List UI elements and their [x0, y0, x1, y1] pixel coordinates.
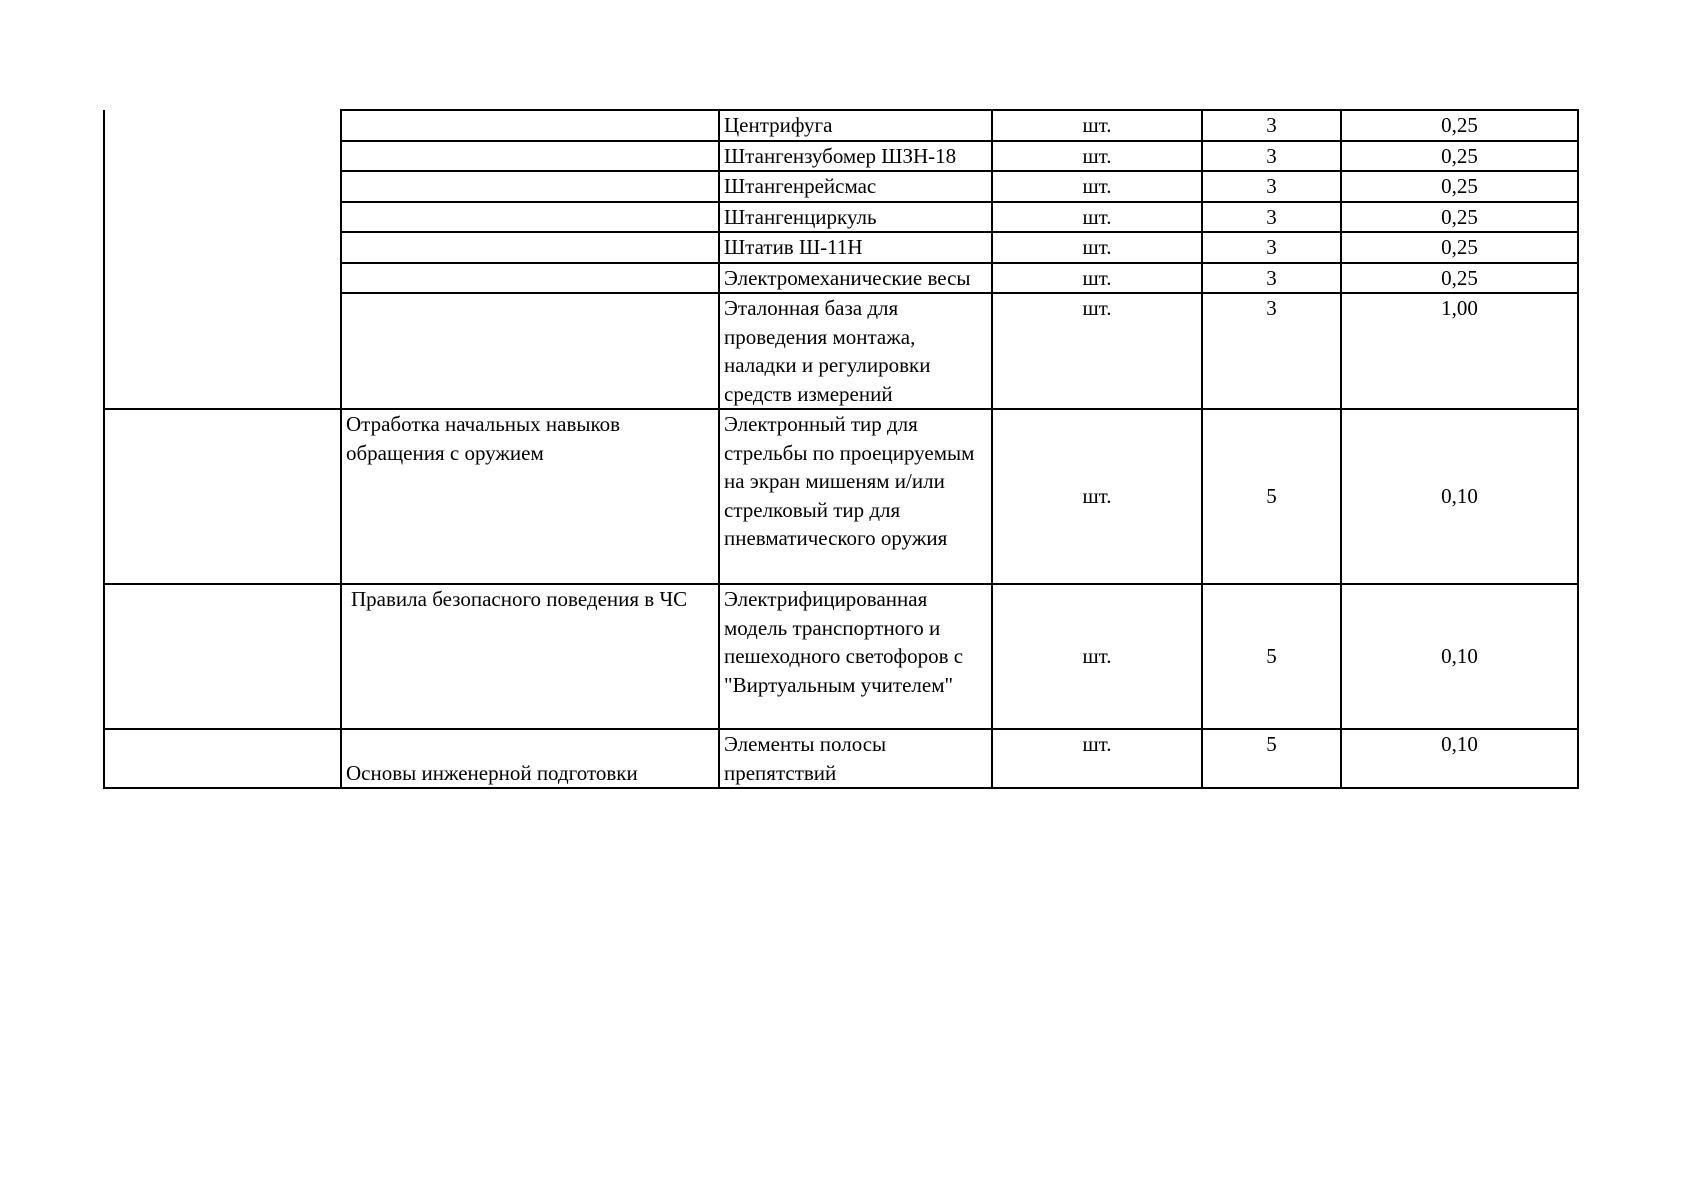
- unit-cell: шт.: [992, 729, 1202, 788]
- qty-cell: 3: [1202, 293, 1341, 409]
- topic-cell: [341, 293, 719, 409]
- topic-cell: Основы инженерной подготовки: [341, 729, 719, 788]
- unit-cell: шт.: [992, 584, 1202, 729]
- unit-cell: шт.: [992, 263, 1202, 294]
- item-cell: Штангенциркуль: [719, 202, 992, 233]
- coef-cell: 0,10: [1341, 729, 1578, 788]
- coef-cell: 0,25: [1341, 263, 1578, 294]
- item-cell: Штангензубомер ШЗН-18: [719, 141, 992, 172]
- coef-cell: 0,25: [1341, 232, 1578, 263]
- qty-cell: 3: [1202, 263, 1341, 294]
- equipment-table: [103, 109, 1579, 789]
- item-cell: Эталонная база для проведения монтажа, наладки и регулировки средств измерений: [719, 293, 992, 409]
- section-cell: [104, 409, 341, 584]
- coef-cell: 0,25: [1341, 202, 1578, 233]
- topic-cell: Правила безопасного поведения в ЧС: [341, 584, 719, 729]
- qty-cell: 3: [1202, 141, 1341, 172]
- table-row: [104, 409, 1578, 584]
- coef-cell: 1,00: [1341, 293, 1578, 409]
- qty-cell: 3: [1202, 232, 1341, 263]
- qty-cell: 3: [1202, 171, 1341, 202]
- topic-cell: [341, 202, 719, 233]
- qty-cell: 5: [1202, 729, 1341, 788]
- unit-cell: шт.: [992, 171, 1202, 202]
- qty-cell: 3: [1202, 202, 1341, 233]
- coef-cell: 0,25: [1341, 171, 1578, 202]
- topic-cell: [341, 263, 719, 294]
- section-cell: [104, 110, 341, 409]
- qty-cell: 5: [1202, 584, 1341, 729]
- table-row: [104, 110, 1578, 141]
- qty-cell: 3: [1202, 110, 1341, 141]
- coef-cell: 0,10: [1341, 409, 1578, 584]
- item-cell: Штатив Ш-11Н: [719, 232, 992, 263]
- item-cell: Штангенрейсмас: [719, 171, 992, 202]
- unit-cell: шт.: [992, 110, 1202, 141]
- topic-cell: [341, 232, 719, 263]
- unit-cell: шт.: [992, 409, 1202, 584]
- item-cell: Центрифуга: [719, 110, 992, 141]
- unit-cell: шт.: [992, 202, 1202, 233]
- section-cell: [104, 584, 341, 729]
- topic-cell: [341, 110, 719, 141]
- table-row: [104, 729, 1578, 788]
- section-cell: [104, 729, 341, 788]
- topic-cell: [341, 141, 719, 172]
- unit-cell: шт.: [992, 141, 1202, 172]
- coef-cell: 0,25: [1341, 141, 1578, 172]
- unit-cell: шт.: [992, 232, 1202, 263]
- item-cell: Электронный тир для стрельбы по проецируемым на экран мишеням и/или стрелковый тир для пневматического оружия: [719, 409, 992, 584]
- item-cell: Элементы полосы препятствий: [719, 729, 992, 788]
- table-row: [104, 584, 1578, 729]
- unit-cell: шт.: [992, 293, 1202, 409]
- item-cell: Электромеханические весы: [719, 263, 992, 294]
- coef-cell: 0,10: [1341, 584, 1578, 729]
- item-cell: Электрифицированная модель транспортного и пешеходного светофоров с "Виртуальным учителем": [719, 584, 992, 729]
- coef-cell: 0,25: [1341, 110, 1578, 141]
- topic-cell: [341, 171, 719, 202]
- qty-cell: 5: [1202, 409, 1341, 584]
- topic-cell: Отработка начальных навыков обращения с оружием: [341, 409, 719, 584]
